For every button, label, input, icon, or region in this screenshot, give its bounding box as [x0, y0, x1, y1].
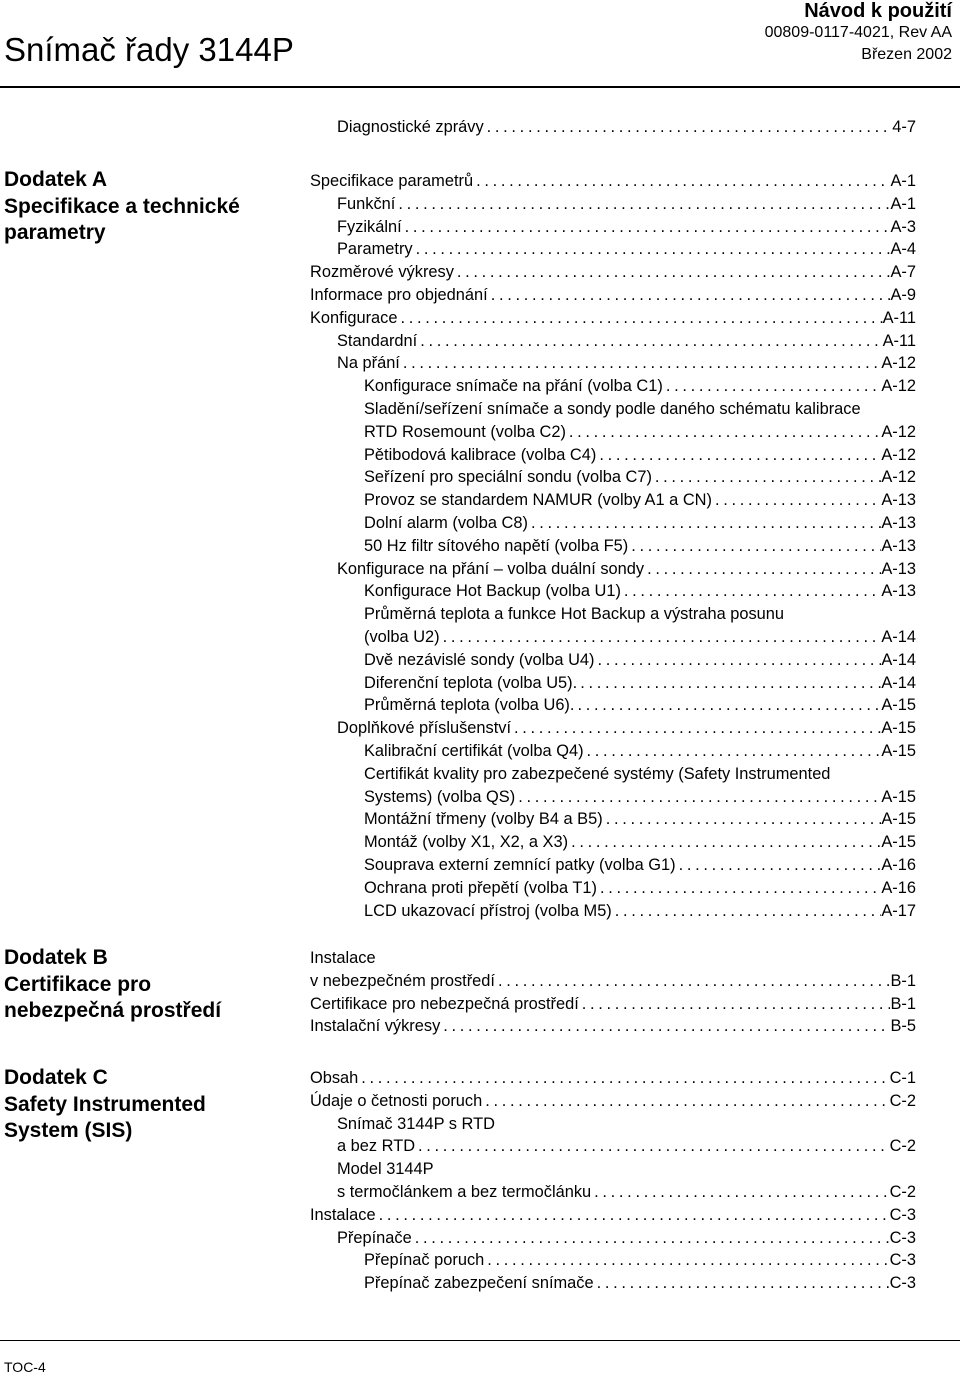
dot-leader: [514, 717, 881, 739]
toc-entry-page: A-16: [881, 856, 916, 874]
toc-entry-page: A-11: [882, 331, 916, 350]
dot-leader: [443, 626, 882, 648]
toc-entry-page: A-13: [881, 559, 916, 578]
toc-entry-page: A-15: [881, 787, 916, 806]
toc-entry[interactable]: [364, 854, 916, 876]
toc-entry-title: Standardní: [337, 331, 418, 350]
toc-entry-title: Specifikace parametrů: [310, 172, 474, 190]
toc-entry[interactable]: [364, 466, 916, 488]
appendix-heading-line: System (SIS): [4, 1119, 133, 1142]
toc-entry[interactable]: [310, 170, 916, 192]
toc-entry-page: C-2: [889, 1137, 916, 1156]
toc-entry-page: A-13: [881, 514, 916, 532]
toc-entry-page: A-4: [890, 240, 916, 259]
toc-entry-title: Dolní alarm (volba C8): [364, 514, 528, 532]
toc-entry-title: Certifikace pro nebezpečná prostředí: [310, 994, 579, 1013]
dot-leader: [485, 1090, 889, 1112]
toc-entry[interactable]: [337, 330, 916, 352]
toc-entry-page: C-1: [889, 1069, 916, 1087]
toc-entry[interactable]: [364, 626, 916, 648]
toc-entry-page: A-13: [881, 582, 916, 601]
toc-entry-title: Konfigurace Hot Backup (volba U1): [364, 582, 621, 601]
toc-entry-page: C-3: [889, 1251, 916, 1270]
dot-leader: [587, 740, 882, 762]
toc-entry-page: A-15: [881, 719, 916, 738]
dot-leader: [415, 1227, 890, 1249]
toc-entry-page: A-15: [881, 833, 916, 852]
dot-leader: [487, 116, 893, 138]
toc-entry-page: A-17: [881, 901, 916, 920]
dot-leader: [715, 489, 881, 511]
toc-entry-page: 4-7: [892, 118, 916, 136]
toc-entry-title: Přepínač poruch: [364, 1251, 485, 1270]
dot-leader: [457, 261, 891, 283]
toc-entry-title: Instalace: [310, 1205, 376, 1224]
dot-leader: [420, 330, 882, 352]
toc-entry-page: B-1: [890, 971, 916, 990]
dot-leader: [518, 786, 881, 808]
toc-entry[interactable]: [364, 786, 916, 808]
toc-entry-title: Instalační výkresy: [310, 1017, 441, 1036]
document-title: Snímač řady 3144P: [4, 31, 294, 68]
dot-leader: [498, 970, 891, 992]
toc-entry-page: C-3: [889, 1274, 916, 1293]
document-date: Březen 2002: [861, 46, 952, 63]
toc-entry-title: Montáž (volby X1, X2, a X3): [364, 833, 569, 852]
toc-entry[interactable]: [364, 1272, 916, 1294]
dot-leader: [594, 1181, 889, 1203]
toc-entry-page: A-12: [881, 445, 916, 464]
toc-entry[interactable]: [310, 261, 916, 283]
toc-entry-title: Sladění/seřízení snímače a sondy podle daného schématu kalibrace: [364, 400, 861, 418]
toc-entry-title: Funkční: [337, 194, 396, 213]
toc-entry[interactable]: [337, 1181, 916, 1203]
toc-entry[interactable]: [337, 717, 916, 739]
toc-entry-title: Parametry: [337, 240, 413, 259]
toc-entry-title: Seřízení pro speciální sondu (volba C7): [364, 468, 652, 487]
appendix-heading-line: parametry: [4, 221, 106, 244]
dot-leader: [398, 193, 890, 215]
dot-leader: [679, 854, 882, 876]
dot-leader: [666, 375, 882, 397]
toc-entry[interactable]: [364, 580, 916, 602]
toc-entry-page: A-11: [882, 308, 916, 327]
toc-entry-page: A-1: [890, 172, 916, 190]
appendix-heading: [4, 1065, 294, 1145]
toc-entry-page: C-2: [889, 1091, 916, 1110]
toc-entry-page: A-13: [881, 536, 916, 555]
toc-entry-title: Konfigurace na přání – volba duální sondy: [337, 559, 645, 578]
toc-entry-title: Instalace: [310, 949, 376, 967]
dot-leader: [577, 694, 881, 716]
dot-leader: [600, 877, 881, 899]
toc-entry-title: Konfigurace snímače na přání (volba C1): [364, 377, 663, 396]
toc-entry-title: Dvě nezávislé sondy (volba U4): [364, 650, 595, 669]
toc-entry-title: 50 Hz filtr sítového napětí (volba F5): [364, 536, 629, 555]
dot-leader: [571, 831, 881, 853]
toc-entry-page: C-3: [889, 1228, 916, 1247]
toc-entry[interactable]: [337, 558, 916, 580]
dot-leader: [631, 535, 881, 557]
toc-entry-title: Diferenční teplota (volba U5).: [364, 673, 578, 692]
toc-entry-page: A-15: [881, 742, 916, 760]
toc-entry-title: Na přání: [337, 354, 400, 373]
dot-leader: [491, 284, 891, 306]
toc-entry-page: A-14: [881, 673, 916, 692]
toc-entry[interactable]: [310, 1090, 916, 1112]
page-number: TOC-4: [4, 1359, 46, 1375]
dot-leader: [531, 512, 881, 534]
toc-entry[interactable]: [364, 831, 916, 853]
toc-entry-page: A-15: [881, 810, 916, 829]
toc-entry-title: Průměrná teplota (volba U6).: [364, 696, 575, 715]
toc-entry[interactable]: [364, 535, 916, 557]
toc-entry[interactable]: [364, 672, 916, 694]
toc-entry[interactable]: [337, 216, 916, 238]
toc-entry-page: B-1: [890, 994, 916, 1013]
toc-entry-title: LCD ukazovací přístroj (volba M5): [364, 901, 612, 920]
toc-entry-page: A-16: [881, 878, 916, 897]
toc-entry-title: (volba U2): [364, 628, 440, 646]
dot-leader: [606, 808, 882, 830]
toc-entry-title: Rozměrové výkresy: [310, 263, 454, 282]
header-rule: [0, 86, 960, 88]
toc-entry-page: A-12: [881, 422, 916, 441]
toc-entry-page: A-12: [881, 468, 916, 487]
appendix-heading: [4, 945, 294, 1025]
toc-entry[interactable]: [364, 1249, 916, 1271]
toc-entry[interactable]: [364, 444, 916, 466]
dot-leader: [597, 1272, 890, 1294]
toc-entry[interactable]: [310, 970, 916, 992]
toc-entry-page: A-9: [890, 286, 916, 304]
toc-entry-title: Kalibrační certifikát (volba Q4): [364, 742, 584, 760]
document-number: 00809-0117-4021, Rev AA: [764, 24, 952, 41]
toc-entry[interactable]: [337, 1135, 916, 1157]
toc-entry[interactable]: [337, 116, 916, 138]
toc-entry-title: RTD Rosemount (volba C2): [364, 422, 566, 441]
dot-leader: [379, 1204, 890, 1226]
toc-entry[interactable]: [310, 307, 916, 329]
toc-entry-title: Informace pro objednání: [310, 286, 488, 304]
dot-leader: [405, 216, 891, 238]
appendix-heading-line: Dodatek B: [4, 946, 108, 969]
toc-entry-page: A-12: [881, 377, 916, 396]
toc-entry-title: s termočlánkem a bez termočlánku: [337, 1183, 592, 1201]
toc-entry[interactable]: [364, 375, 916, 397]
dot-leader: [582, 993, 891, 1015]
toc-entry-page: A-3: [890, 217, 916, 236]
toc-entry[interactable]: [364, 740, 916, 762]
toc-entry-title: Přepínač zabezpečení snímače: [364, 1274, 594, 1293]
toc-entry[interactable]: [337, 352, 916, 374]
toc-entry[interactable]: [337, 1227, 916, 1249]
toc-entry-title: Souprava externí zemnící patky (volba G1): [364, 856, 676, 874]
toc-entry-title: Pětibodová kalibrace (volba C4): [364, 445, 597, 464]
toc-entry-page: A-12: [881, 354, 916, 373]
toc-entry[interactable]: [310, 1067, 916, 1089]
toc-entry-title: Údaje o četnosti poruch: [310, 1091, 483, 1110]
toc-entry-page: C-3: [889, 1205, 916, 1224]
toc-entry[interactable]: [364, 489, 916, 511]
dot-leader: [403, 352, 882, 374]
toc-entry[interactable]: [310, 993, 916, 1015]
dot-leader: [655, 466, 881, 488]
toc-entry-title: Systems) (volba QS): [364, 787, 516, 806]
dot-leader: [400, 307, 882, 329]
appendix-heading-line: nebezpečná prostředí: [4, 999, 222, 1022]
toc-entry[interactable]: [364, 649, 916, 671]
dot-leader: [416, 238, 891, 260]
dot-leader: [599, 444, 881, 466]
toc-entry-page: A-14: [881, 650, 916, 669]
dot-leader: [361, 1067, 889, 1089]
dot-leader: [487, 1249, 889, 1271]
dot-leader: [598, 649, 882, 671]
toc-entry-title: Konfigurace: [310, 308, 398, 327]
toc-entry[interactable]: [364, 877, 916, 899]
toc-entry[interactable]: [337, 193, 916, 215]
toc-entry-title: v nebezpečném prostředí: [310, 971, 495, 990]
toc-entry-page: C-2: [889, 1183, 916, 1201]
toc-entry-title: Montážní třmeny (volby B4 a B5): [364, 810, 603, 829]
appendix-heading-line: Dodatek C: [4, 1066, 108, 1089]
toc-entry[interactable]: [364, 421, 916, 443]
toc-entry-title: Obsah: [310, 1069, 359, 1087]
toc-entry-title: Průměrná teplota a funkce Hot Backup a výstraha posunu: [364, 605, 785, 624]
toc-entry-title: Snímač 3144P s RTD: [337, 1114, 495, 1133]
toc-entry-page: A-1: [890, 194, 916, 213]
toc-entry[interactable]: [310, 1015, 916, 1037]
toc-entry-title: Ochrana proti přepětí (volba T1): [364, 878, 597, 897]
toc-entry-title: Provoz se standardem NAMUR (volby A1 a CN): [364, 491, 712, 510]
toc-entry[interactable]: [364, 900, 916, 922]
toc-entry[interactable]: [364, 512, 916, 534]
dot-leader: [476, 170, 890, 192]
toc-entry-page: A-14: [881, 628, 916, 646]
dot-leader: [624, 580, 881, 602]
dot-leader: [580, 672, 881, 694]
toc-entry-title: Diagnostické zprávy: [337, 118, 484, 136]
dot-leader: [647, 558, 881, 580]
toc-entry-title: Doplňkové příslušenství: [337, 719, 512, 738]
appendix-heading-line: Dodatek A: [4, 168, 108, 191]
dot-leader: [569, 421, 881, 443]
toc-entry-title: Certifikát kvality pro zabezpečené systémy (Safety Instrumented: [364, 764, 831, 783]
document-type: Návod k použití: [804, 0, 952, 22]
toc-entry-page: A-13: [881, 491, 916, 510]
toc-entry-title: a bez RTD: [337, 1137, 416, 1156]
toc-entry-page: A-7: [890, 263, 916, 282]
appendix-heading-line: Safety Instrumented: [4, 1092, 206, 1116]
toc-entry-page: B-5: [890, 1017, 916, 1036]
dot-leader: [443, 1015, 890, 1037]
toc-entry[interactable]: [337, 238, 916, 260]
toc-entry-title: Fyzikální: [337, 217, 402, 236]
footer-rule: [0, 1340, 960, 1341]
document-info: [765, 0, 952, 66]
toc-entry-title: Přepínače: [337, 1228, 412, 1247]
toc-entry-page: A-15: [881, 696, 916, 715]
appendix-heading-line: Specifikace a technické: [4, 194, 240, 218]
toc-entry-title: Model 3144P: [337, 1160, 434, 1179]
dot-leader: [418, 1135, 890, 1157]
dot-leader: [615, 900, 882, 922]
toc-entry[interactable]: [310, 284, 916, 306]
appendix-heading: [4, 167, 294, 247]
toc-entry[interactable]: [364, 808, 916, 830]
toc-entry[interactable]: [364, 694, 916, 716]
toc-entry[interactable]: [310, 1204, 916, 1226]
appendix-heading-line: Certifikace pro: [4, 972, 152, 996]
